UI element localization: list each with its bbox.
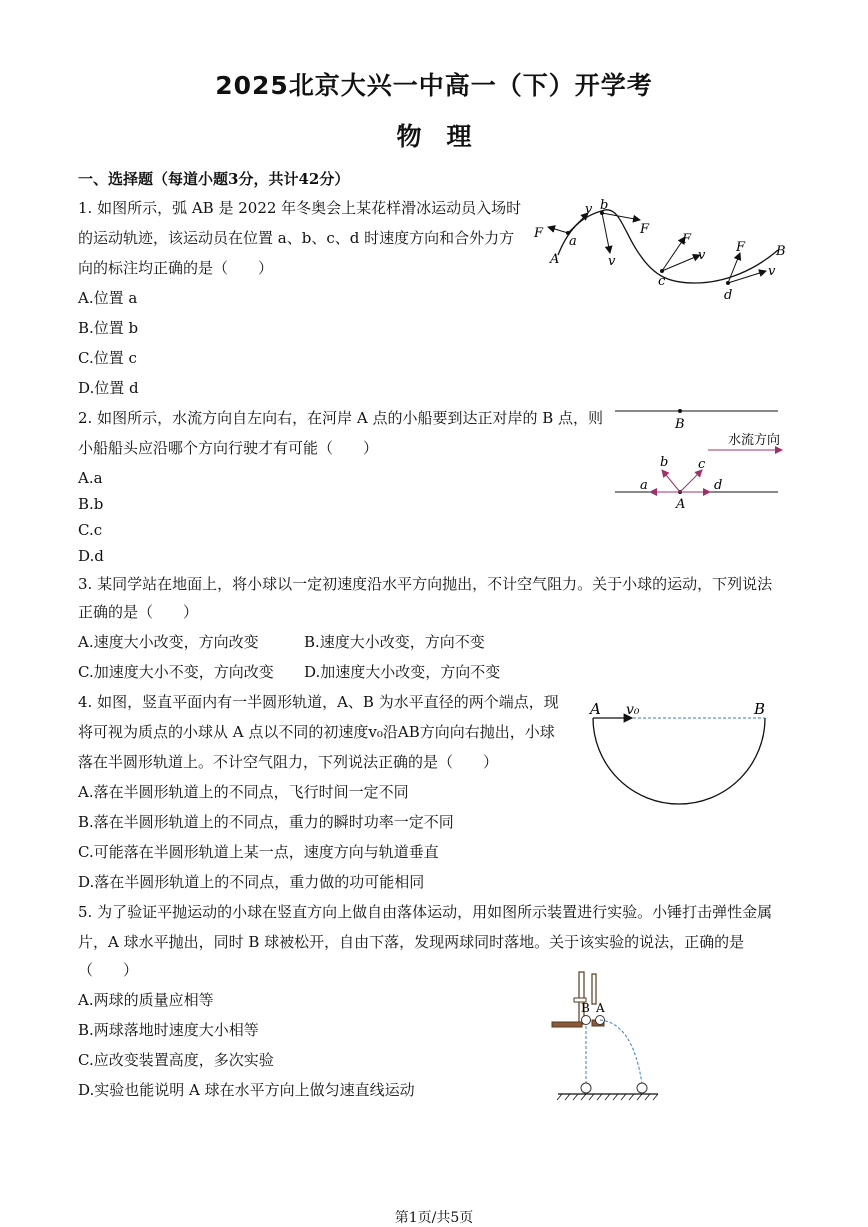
page-title: 2025北京大兴一中高一（下）开学考 [215, 71, 653, 100]
q1-label-Fb: F [640, 222, 650, 237]
q2-label-d: d [714, 478, 723, 493]
q1-label-va: v [585, 202, 593, 217]
q5-option-b: B.两球落地时速度大小相等 [78, 1021, 259, 1039]
q4-option-a: A.落在半圆形轨道上的不同点，飞行时间一定不同 [78, 783, 409, 801]
q2-label-flow: 水流方向 [728, 433, 781, 448]
q1-line-1: 1. 如图所示，弧 AB 是 2022 年冬奥会上某花样滑冰运动员入场时 [78, 199, 522, 217]
q5-option-a: A.两球的质量应相等 [78, 991, 214, 1009]
q4-line-1: 4. 如图，竖直平面内有一半圆形轨道，A、B 为水平直径的两个端点，现 [78, 693, 559, 711]
q4-option-b: B.落在半圆形轨道上的不同点，重力的瞬时功率一定不同 [78, 813, 454, 831]
q2-label-b: b [660, 455, 669, 470]
q4-label-B: B [754, 700, 766, 718]
q5-option-d: D.实验也能说明 A 球在水平方向上做匀速直线运动 [78, 1081, 415, 1099]
q2-option-a: A.a [78, 469, 103, 487]
q4-label-A: A [590, 700, 601, 718]
q1-label-b: b [600, 198, 609, 213]
q1-trajectory-figure [530, 195, 790, 305]
q1-label-vb: v [608, 254, 616, 269]
q2-label-A: A [676, 497, 686, 512]
q2-river-figure [610, 400, 790, 515]
q5-line-1: 5. 为了验证平抛运动的小球在竖直方向上做自由落体运动，用如图所示装置进行实验。小锤打击弹性金属 [78, 903, 773, 921]
q3-option-c: C.加速度大小不变，方向改变 [78, 663, 274, 681]
q1-label-d: d [724, 288, 733, 303]
q1-label-A: A [550, 252, 560, 267]
q1-label-a: a [569, 234, 577, 249]
q2-label-a: a [640, 478, 648, 493]
q4-line-3: 落在半圆形轨道上。不计空气阻力，下列说法正确的是（ ） [78, 753, 499, 771]
q1-label-Fa: F [534, 226, 544, 241]
q2-option-c: C.c [78, 521, 103, 539]
q3-option-b: B.速度大小改变，方向不变 [304, 633, 485, 651]
q5-apparatus-figure [548, 968, 663, 1108]
q1-option-c: C.位置 c [78, 349, 137, 367]
q1-option-d: D.位置 d [78, 379, 139, 397]
q2-line-1: 2. 如图所示，水流方向自左向右，在河岸 A 点的小船要到达正对岸的 B 点，则 [78, 409, 604, 427]
q5-option-c: C.应改变装置高度，多次实验 [78, 1051, 274, 1069]
q4-semicircle-figure [582, 696, 782, 808]
q1-label-c: c [658, 274, 666, 289]
q5-line-3: （ ） [78, 961, 139, 979]
subject-title: 物 理 [396, 122, 472, 151]
q2-label-c: c [698, 457, 706, 472]
q1-option-a: A.位置 a [78, 289, 138, 307]
q3-option-d: D.加速度大小改变，方向不变 [304, 663, 501, 681]
q4-line-2: 将可视为质点的小球从 A 点以不同的初速度v₀沿AB方向向右抛出，小球 [78, 723, 555, 741]
q2-line-2: 小船船头应沿哪个方向行驶才有可能（ ） [78, 439, 379, 457]
q2-option-d: D.d [78, 547, 104, 565]
q1-option-b: B.位置 b [78, 319, 139, 337]
q2-label-B: B [675, 417, 685, 432]
q1-line-3: 向的标注均正确的是（ ） [78, 259, 274, 277]
q3-line-2: 正确的是（ ） [78, 603, 199, 621]
q3-option-a: A.速度大小改变，方向改变 [78, 633, 259, 651]
q5-label-A: A [596, 1001, 605, 1015]
q4-option-d: D.落在半圆形轨道上的不同点，重力做的功可能相同 [78, 873, 425, 891]
page-footer: 第1页/共5页 [394, 1210, 474, 1226]
q1-label-B: B [776, 244, 786, 259]
q5-label-B: B [581, 1001, 590, 1015]
q4-option-c: C.可能落在半圆形轨道上某一点，速度方向与轨道垂直 [78, 843, 439, 861]
q4-label-v0: v₀ [626, 702, 640, 718]
q1-label-vc: v [698, 248, 706, 263]
q1-label-Fd: F [736, 240, 746, 255]
q1-label-Fc: F [682, 232, 692, 247]
section-heading: 一、选择题（每道小题3分，共计42分） [78, 170, 350, 188]
q1-label-vd: v [768, 264, 776, 279]
q5-line-2: 片，A 球水平抛出，同时 B 球被松开，自由下落，发现两球同时落地。关于该实验的说法，正确的是 [78, 933, 745, 951]
q2-option-b: B.b [78, 495, 104, 513]
q1-line-2: 的运动轨迹，该运动员在位置 a、b、c、d 时速度方向和合外力方 [78, 229, 515, 247]
q3-line-1: 3. 某同学站在地面上，将小球以一定初速度沿水平方向抛出，不计空气阻力。关于小球的运动，下列说法 [78, 575, 773, 593]
